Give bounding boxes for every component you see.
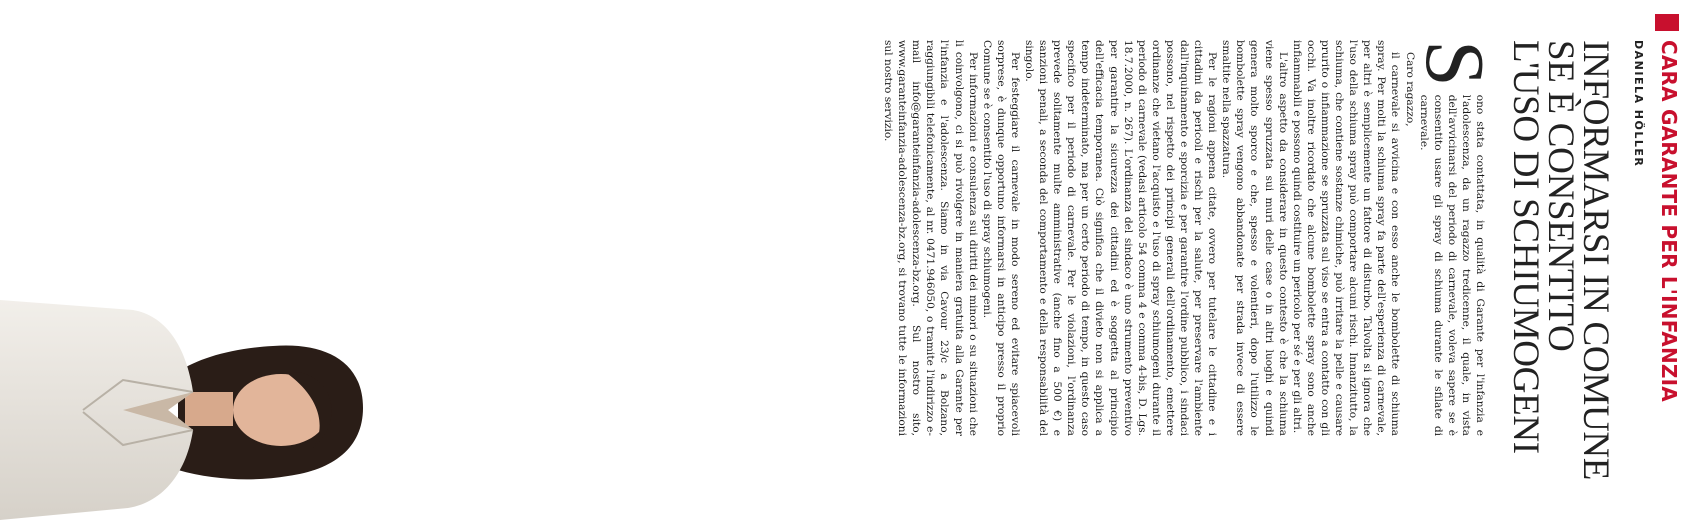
body-paragraph: Per le ragioni appena citate, ovvero per tutelare le cittadine e i cittadini da pericoli e rischi per la salute, per preservare l'ambiente dall'inquinamento e sporcizia e per garantire l'ordine pubblico, i sindaci possono, nel rispetto dei principi generali dell'ordinamento, emettere ordinanze che vietano l'acquisto e l'uso di spray schiumogeni durante il periodo di carnevale (vedasi articolo 54 comma 4 e comma 4-bis, D. Lgs. 18.7.2000, n. 267). L'ordinanza del sindaco è uno strumento preventivo per garantire la sicurezza dei cittadini ed è soggetta al principio dell'efficacia temporanea. Ciò significa che il divieto non si applica a tempo indeterminato, ma per un certo periodo di tempo, in questo caso specifico per il periodo di carnevale. Per le violazioni, l'ordinanza prevede solitamente multe amministrative (anche fino a 500 €) e sanzioni penali, a seconda del comportamento e della responsabilità del singolo.	[1023, 40, 1219, 436]
author-byline: DANIELA HÖLLER	[1632, 40, 1645, 168]
column-rubric: CARA GARANTE PER L'INFANZIA	[1657, 40, 1681, 402]
article-body	[881, 40, 1501, 436]
headline-line: L'USO DI SCHIUMOGENI	[1505, 40, 1546, 454]
drop-cap: S	[1408, 40, 1501, 87]
section-marker	[1655, 14, 1679, 31]
headline-line: INFORMARSI IN COMUNE	[1575, 40, 1616, 481]
author-portrait	[0, 280, 383, 520]
headline	[1505, 40, 1616, 510]
body-paragraph: L'altro aspetto da considerare in questo contesto è che la schiuma viene spesso spruzzata sui muri delle case o in altri luoghi e quindi genera molto sporco e che, spesso e volentieri, dopo l'utilizzo le bombolette spray vengono abbandonate per strada invece di essere smaltite nella spazzatura.	[1220, 40, 1289, 436]
body-paragraph: Per festeggiare il carnevale in modo sereno ed evitare spiacevoli sorprese, è dunque opportuno informarsi in anticipo presso il proprio Comune se è consentito l'uso di spray schiumogeni.	[980, 40, 1021, 436]
body-paragraph: Per informazioni e consulenza sui diritti dei minori o su situazioni che li coinvolgono, ci si può rivolgere in maniera gratuita alla Garante per l'infanzia e l'adolescenza. Siamo in via Cavour 23/c a Bolzano, raggiungibili telefonicamente, al nr. 0471.946050, o tramite l'indirizzo e-mail info@garanteinfanzia-adolescenza-bz.org. Sul nostro sito, www.garanteinfanzia-adolescenza-bz.org, si trovano tutte le informazioni sul nostro servizio.	[882, 40, 979, 436]
body-paragraph: Caro ragazzo,	[1403, 52, 1416, 127]
portrait-neck	[185, 392, 233, 426]
body-paragraph: il carnevale si avvicina e con esso anche le bombolette di schiuma spray. Per molti la schiuma spray fa parte dell'esperienza di carnevale, per altri è semplicemente un fattore di disturbo. Talvolta si ignora che l'uso della schiuma spray può comportare alcuni rischi. Innanzitutto, la schiuma, che contiene sostanze chimiche, può irritare la pelle e causare prurito o infiammazione se spruzzata sul viso se entra a contatto con gli occhi. Va inoltre ricordato che alcune bombolette spray sono anche infiammabili e possono quindi costituire un pericolo per sé e per gli altri.	[1290, 40, 1402, 436]
intro-text: ono stata contattata, in qualità di Garante per l'infanzia e l'adolescenza, da un ragazzo tredicenne, il quale, in vista dell'avvicinarsi del periodo di carnevale, voleva sapere se è consentito usare gli spray di schiuma durante le sfilate di carnevale.	[1417, 94, 1486, 436]
headline-line: SE È CONSENTITO	[1540, 40, 1581, 352]
